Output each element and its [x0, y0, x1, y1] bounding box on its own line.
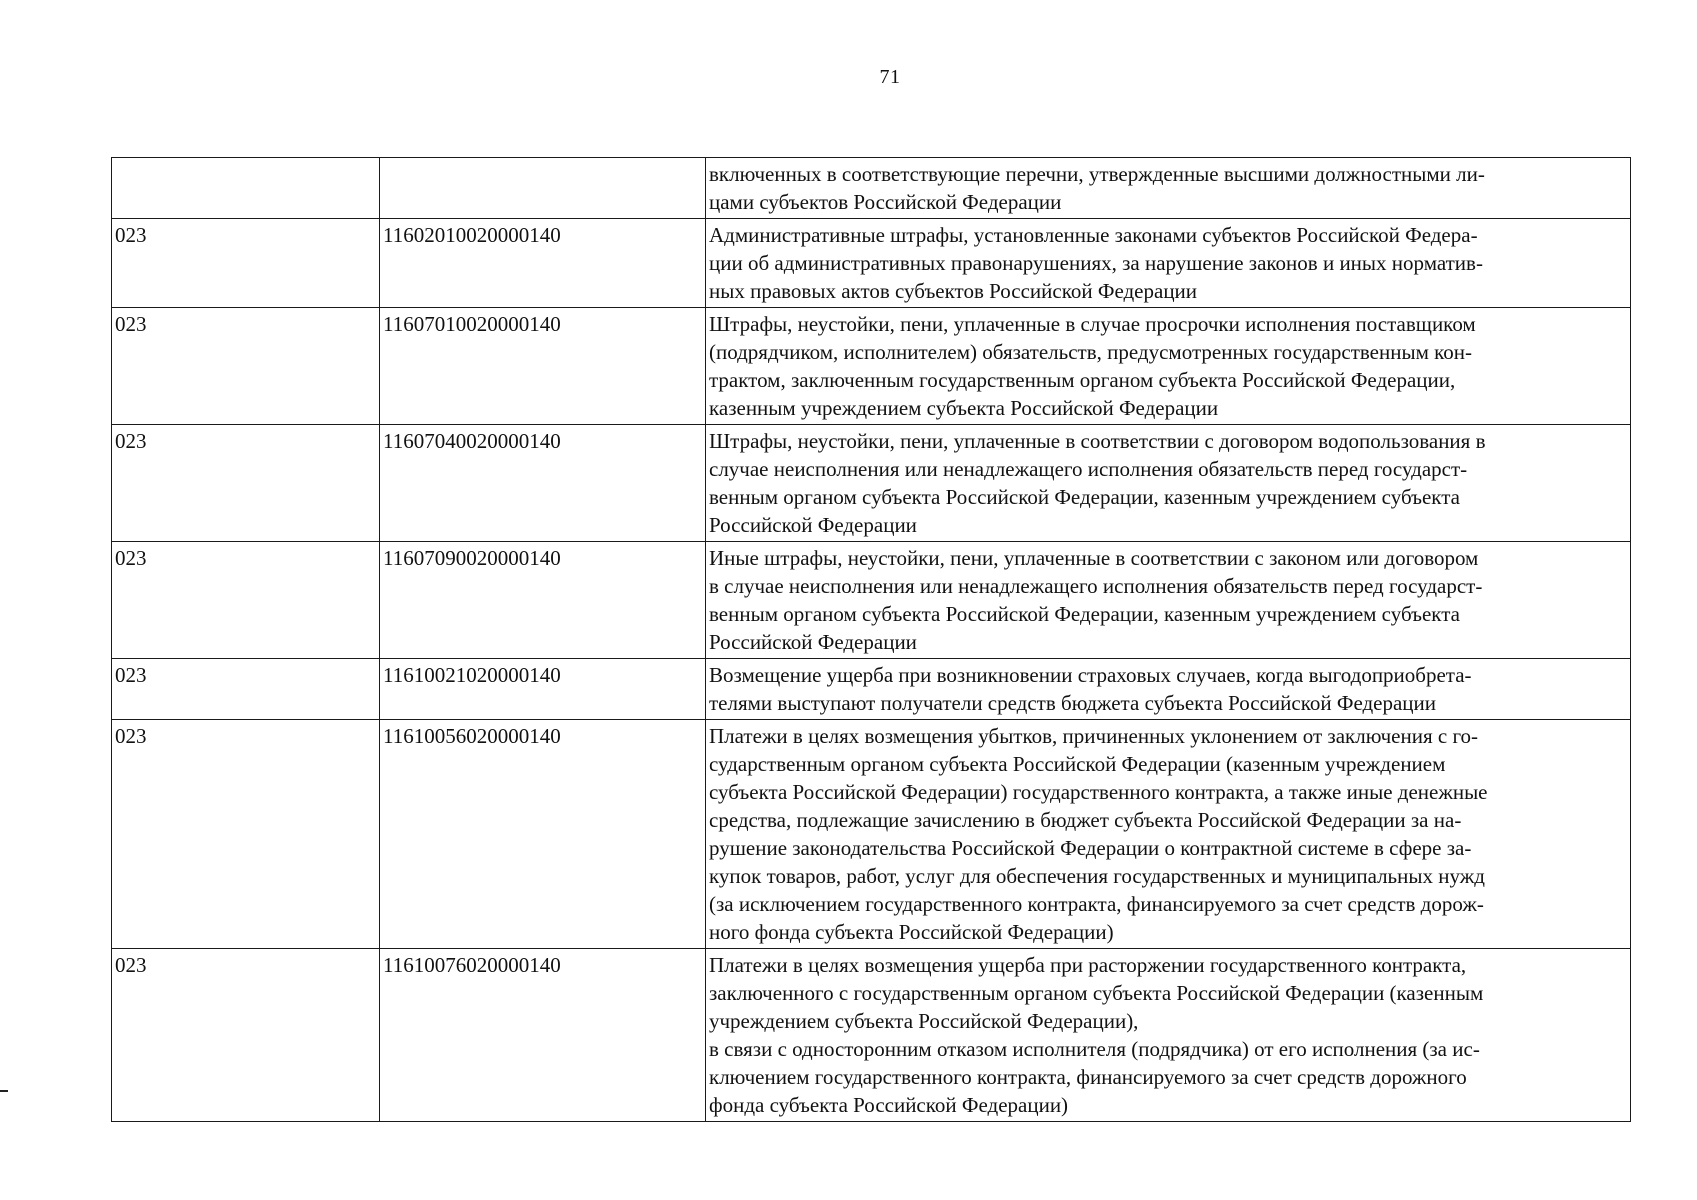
table-row: [112, 158, 1631, 219]
admin-code-cell: 023: [112, 659, 380, 720]
admin-code-cell: 023: [112, 219, 380, 308]
table-row: [112, 308, 1631, 425]
description-cell: Административные штрафы, установленные законами субъектов Российской Федера- ции об административных правонарушениях, за нарушение законов и иных норматив- ных правовых актов субъектов Российской Федерации: [706, 219, 1631, 308]
margin-mark: [0, 1090, 8, 1092]
kbk-code-cell: 11607090020000140: [380, 542, 706, 659]
admin-code-cell: [112, 158, 380, 219]
kbk-code-cell: 11602010020000140: [380, 219, 706, 308]
table-row: [112, 425, 1631, 542]
description-cell: Возмещение ущерба при возникновении страховых случаев, когда выгодоприобрета- телями выступают получатели средств бюджета субъекта Российской Федерации: [706, 659, 1631, 720]
table-row: [112, 659, 1631, 720]
table-row: [112, 219, 1631, 308]
description-cell: Штрафы, неустойки, пени, уплаченные в соответствии с договором водопользования в случае неисполнения или ненадлежащего исполнения обязательств перед государст- венным органом субъекта Российской Федерации, казенным учреждением субъекта Российской Федерации: [706, 425, 1631, 542]
description-cell: включенных в соответствующие перечни, утвержденные высшими должностными ли- цами субъектов Российской Федерации: [706, 158, 1631, 219]
kbk-code-cell: 11610021020000140: [380, 659, 706, 720]
description-cell: Штрафы, неустойки, пени, уплаченные в случае просрочки исполнения поставщиком (подрядчиком, исполнителем) обязательств, предусмотренных государственным кон- трактом, заключенным государственным органом субъекта Российской Федерации, казенным учреждением субъекта Российской Федерации: [706, 308, 1631, 425]
kbk-code-cell: 11607010020000140: [380, 308, 706, 425]
page-number: 71: [879, 66, 901, 88]
description-cell: Иные штрафы, неустойки, пени, уплаченные в соответствии с законом или договором в случае неисполнения или ненадлежащего исполнения обязательств перед государст- венным органом субъекта Российской Федерации, казенным учреждением субъекта Российской Федерации: [706, 542, 1631, 659]
admin-code-cell: 023: [112, 425, 380, 542]
kbk-code-cell: 11607040020000140: [380, 425, 706, 542]
revenue-codes-table: [111, 157, 1631, 1122]
description-cell: Платежи в целях возмещения ущерба при расторжении государственного контракта, заключенного с государственным органом субъекта Российской Федерации (казенным учреждением субъекта Российской Федерации), в связи с односторонним отказом исполнителя (подрядчика) от его исполнения (за ис- ключением государственного контракта, финансируемого за счет средств дорожного фонда субъекта Российской Федерации): [706, 949, 1631, 1122]
description-cell: Платежи в целях возмещения убытков, причиненных уклонением от заключения с го- сударственным органом субъекта Российской Федерации (казенным учреждением субъекта Российской Федерации) государственного контракта, а также иные денежные средства, подлежащие зачислению в бюджет субъекта Российской Федерации за на- рушение законодательства Российской Федерации о контрактной системе в сфере за- купок товаров, работ, услуг для обеспечения государственных и муниципальных нужд (за исключением государственного контракта, финансируемого за счет средств дорож- ного фонда субъекта Российской Федерации): [706, 720, 1631, 949]
table-row: [112, 949, 1631, 1122]
table-row: [112, 720, 1631, 949]
admin-code-cell: 023: [112, 949, 380, 1122]
kbk-code-cell: 11610056020000140: [380, 720, 706, 949]
kbk-code-cell: 11610076020000140: [380, 949, 706, 1122]
admin-code-cell: 023: [112, 542, 380, 659]
admin-code-cell: 023: [112, 720, 380, 949]
table-row: [112, 542, 1631, 659]
kbk-code-cell: [380, 158, 706, 219]
admin-code-cell: 023: [112, 308, 380, 425]
